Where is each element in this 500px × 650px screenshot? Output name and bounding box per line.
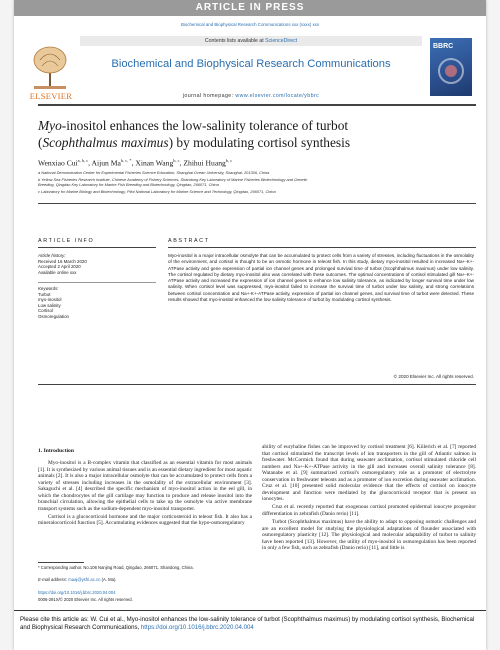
keyword: myo-inositol [38,297,62,303]
keyword: Turbot [38,291,51,297]
doi-link[interactable]: https://doi.org/10.1016/j.bbrc.2020.04.004 [38,590,116,595]
paragraph: ability of euryhaline fishes can be improved by cortisol treatment [6]. Kiilerich et al. [7] reported that cortisol stimulated the transcript levels of ion transporters in the gill of Atlantic salmon in freshwater. McCormick found that during seawater acclimation, cortisol stimulated chloride cell numbers and Na+-K+-ATPase activity in the gill and increases overall salinity tolerance [8]. Watanabe et al. [9] summarized cortisol's osmoregulatory role as a promoter of electrolyte conservation in freshwater teleosts and as a promoter of ion excretion during seawater acclimation. Cruz et al. [10] presented solid molecular evidence that the effects of cortisol on ionocyte development and function were mediated by the glucocorticoid receptor that is present on ionocytes. [262,444,476,503]
author-list: Wenxiao Cui$^{a, b, c}$, Aijun $Ma^{b, c, *}$, Xinan Wang$^{b, c}$, Zhihui Huang$^{b, c}$ [38,158,233,168]
keywords-label: Keywords: [38,286,59,291]
journal-title: Biochemical and Biophysical Research Communications [111,58,391,70]
journal-homepage [80,93,422,99]
keyword: Low salinity [38,302,61,308]
info-divider [38,247,156,248]
affiliation-b: b Yellow Sea Fisheries Research Institute, Chinese Academy of Fishery Sciences, Shandong Key Laboratory of Marine Fisheries Biotechnology and Genetic [38,177,308,182]
elsevier-wordmark: ELSEVIER [29,91,73,101]
homepage-prefix: journal homepage: [182,93,236,99]
article-history [38,253,87,275]
abstract-end-divider [38,384,476,385]
article-in-press-banner: ARTICLE IN PRESS [14,0,486,16]
issn-line: 0006-291X/© 2020 Elsevier Inc. All rights reserved. [38,597,133,602]
cover-dot-graphic [445,65,457,77]
paragraph: Cruz et al. recently reported that exogenous cortisol promoted epidermal ionocyte progenitor differentiation in zebrafish (Danio rerio) [11]. [262,504,476,517]
abstract-text: Myo-inositol is a major intracellular osmolyte that can be accumulated to protect cells from a variety of stresses, including fluctuations in the osmolality of the environment, and cortisol is thought to be an osmotic hormone in teleost fish. In this study, dietary myo-inositol resulted in increased Na+-K+-ATPase activity and gene expression of partial ion channel genes and prolonged survival time of turbot (Scophthalmus maximus) under low salinity. The cortisol regulated by dietary myo-inositol also was correlated with these outcomes. The optimal concentrations of cortisol stimulated gill Na+-K+-ATPase activity and increased the expression of ion channel genes to enhance low salinity tolerance, as indicated by longer survival time under low salinity. When cortisol level was suppressed, myo-inositol failed to increase the survival time of turbot under low salinity, and strong correlations between cortisol concentration and Na+-K+-ATPase activity, expression of partial ion channel genes, and survival time of turbot were detected. These results showed that myo-inositol enhanced the low salinity tolerance of turbot by modulating cortisol synthesis. [168,253,474,302]
article-info-label: ARTICLE INFO [38,238,95,244]
abstract-divider [168,247,476,248]
homepage-url-link[interactable]: www.elsevier.com/locate/ybbrc [235,93,320,99]
citation-doi-link[interactable]: https://doi.org/10.1016/j.bbrc.2020.04.004 [140,624,254,632]
email-label: E-mail address: [38,577,69,582]
received-date: Received 16 March 2020 [38,258,87,264]
paper-page [14,0,486,650]
accepted-date: Accepted 2 April 2020 [38,264,81,270]
title-part2: ) by modulating cortisol synthesis [168,134,351,150]
cover-title: BBRC [433,43,454,50]
keywords-block [38,286,69,320]
affiliations-divider [38,203,476,204]
history-label: Article history: [38,253,66,258]
intro-left-column [38,460,252,528]
header-divider [38,104,476,106]
journal-reference[interactable]: Biochemical and Biophysical Research Communications xxx (xxxx) xxx [180,22,320,27]
author-affil: b, c, * [120,158,132,163]
author-affil: b, c [173,158,180,163]
author-affil: b, c [225,158,233,163]
footnote-divider [38,562,84,563]
intro-heading: 1. Introduction [38,448,74,454]
abstract-label: ABSTRACT [168,238,210,244]
title-part1: -inositol enhances the low-salinity tolerance of turbot [61,118,349,133]
author-name[interactable]: Zhihui Huang [183,158,226,168]
corresponding-author-note: * Corresponding author. No.106 Nanjing Road, Qingdao, 266071, Shandong, China. [38,565,194,570]
citation-notice [14,610,486,650]
email-link[interactable]: maaj@ysfri.ac.cn [68,577,101,582]
contents-available [80,36,422,46]
intro-right-column [262,444,476,553]
email-note [38,577,252,582]
history-divider [38,282,156,283]
title-species: Scophthalmus maximus [42,134,169,150]
author-name[interactable]: Aijun Ma [91,158,121,168]
affiliation-b-cont: Breeding, Qingdao Key Laboratory for Marine Fish Breeding and Biotechnology, Qingdao, 266071, China [38,182,219,187]
keyword: Cortisol [38,308,53,314]
keyword: Osmoregulation [38,313,69,319]
paragraph: Myo-inositol is a B-complex vitamin that classified as an essential vitamin for most animals [1]. It is synthesized by various animal tissues and is an essential dietary ingredient for most aquatic animals [2]. It is also a major intracellular osmolyte that can be accumulated to protect cells from a variety of stresses including increases in the osmolality of the extracellular environment [3]. Sakaguchi et al. [4] described the specific mechanism of myo-inositol action in the eel gill, in which the chondrocytes of the gill cartilage may function to produce and release inositol into the branchial circulation, allowing the epithelial cells to take up the osmolyte via active membrane transport systems such as the sodium-dependent myo-inositol transporter. [38,460,252,512]
article-title [38,118,478,151]
author-name[interactable]: Wenxiao Cui [38,158,78,168]
citation-text: Please cite this article as: W. Cui et al., Myo-inositol enhances the low-salinity tolerance of turbot (Scophthalmus maximus) by modulating cortisol synthesis, Biochemical and Biophysical Research Communications, [20,616,475,632]
elsevier-tree-logo [28,42,72,92]
journal-cover-image [430,38,472,96]
online-date: Available online xxx [38,269,77,275]
title-paren: ( [38,134,43,150]
author-affil: a, b, c [77,158,89,163]
contents-prefix: Contents lists available at [204,38,266,44]
paragraph: Turbot (Scophthalmus maximus) have the ability to adapt to opposing osmotic challenges and are an excellent model for studying the physiological adaptations of flounder associated with osmoregulatory plasticity [12]. The physiological and molecular adaptability of turbot to salinity have been reported [13]. However, the utility of myo-inositol in osmoregulation has been reported in only a few fish, such as zebrafish (Danio rerio) [11], and little is [262,519,476,552]
copyright-notice: © 2020 Elsevier Inc. All rights reserved. [393,374,474,379]
paragraph: Cortisol is a glucocorticoid hormone and the major corticosteroid in teleost fish. It also has a mineralocorticoid function [5]. Accumulating evidences suggested that the hypo-osmoregulatory [38,513,252,527]
email-suffix: (A. Ma). [100,577,117,582]
sciencedirect-link[interactable]: ScienceDirect [265,38,298,44]
affiliation-a: a National Demonstration Center for Experimental Fisheries Science Education, Shanghai Ocean University, Shanghai, 201306, China [38,170,270,175]
title-myo: Myo [38,118,62,133]
author-name[interactable]: Xinan Wang [135,158,174,168]
affiliation-c: c Laboratory for Marine Biology and Biotechnology, Pilot National Laboratory for Marine Science and Technology, Qingdao, 266071, China [38,189,276,194]
